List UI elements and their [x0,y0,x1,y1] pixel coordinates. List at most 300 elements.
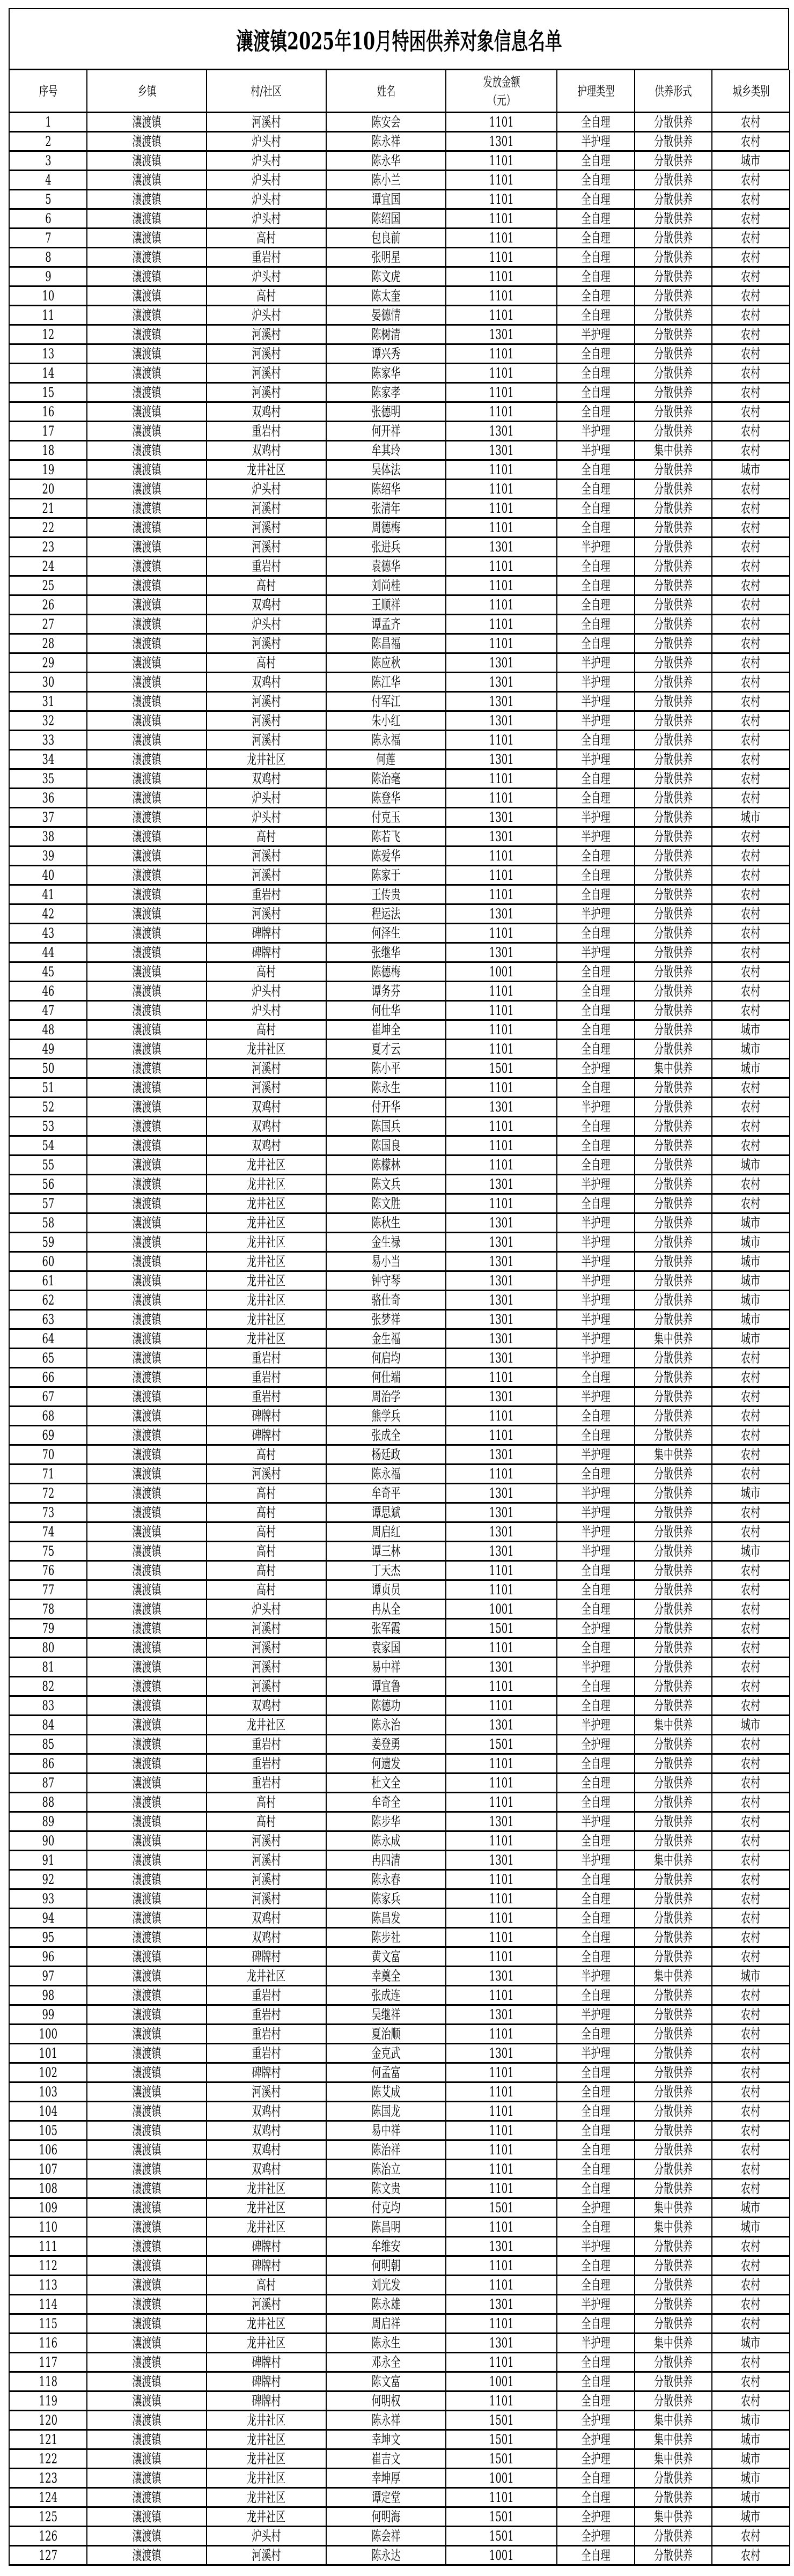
table-row [9,190,790,209]
cell-town [87,1986,207,2005]
cell-village [207,1098,326,1117]
cell-amount [446,1522,557,1542]
cell-index [9,1851,87,1870]
cell-town-text: 瀼渡镇 [132,1061,161,1076]
cell-town-text: 瀼渡镇 [132,385,161,400]
cell-amount-text: 1101 [489,1775,514,1791]
cell-name [326,673,446,692]
cell-care-type-text: 半护理 [581,694,611,709]
cell-village-text: 炉头村 [252,809,281,825]
cell-support-form-text: 分散供养 [653,539,693,555]
cell-amount [446,1136,557,1155]
cell-index-text: 8 [45,249,52,265]
cell-support-form-text: 分散供养 [653,1988,693,2003]
cell-urban-rural-text: 农村 [741,2297,761,2312]
cell-care-type-text: 半护理 [581,1254,611,1269]
cell-urban-rural [712,1870,790,1889]
cell-amount [446,1059,557,1078]
cell-amount [446,1252,557,1271]
cell-index [9,711,87,731]
cell-index [9,499,87,518]
cell-index [9,1001,87,1020]
cell-care-type [557,2063,635,2082]
cell-amount [446,499,557,518]
cell-support-form [635,827,712,847]
cell-amount [446,286,557,306]
cell-support-form-text: 分散供养 [653,674,693,690]
cell-name [326,402,446,422]
cell-village-text: 炉头村 [252,983,281,999]
cell-urban-rural [712,306,790,325]
cell-urban-rural-text: 农村 [741,1466,761,1482]
cell-name-text: 谭三林 [371,1543,401,1559]
cell-town [87,2507,207,2527]
cell-urban-rural-text: 城市 [741,1312,761,1327]
cell-town [87,1368,207,1387]
cell-care-type [557,1155,635,1175]
cell-name [326,1967,446,1986]
cell-town [87,1001,207,1020]
cell-name [326,113,446,132]
cell-care-type [557,2179,635,2198]
cell-amount-text: 1301 [489,674,514,690]
cell-town [87,595,207,615]
cell-name [326,1426,446,1445]
cell-urban-rural-text: 农村 [741,2258,761,2273]
cell-care-type [557,789,635,808]
cell-urban-rural [712,2469,790,2488]
cell-name [326,1638,446,1658]
cell-town-text: 瀼渡镇 [132,327,161,342]
cell-care-type [557,441,635,460]
cell-care-type-text: 全自理 [581,481,611,497]
cell-care-type-text: 全自理 [581,1949,611,1964]
cell-amount [446,1349,557,1368]
cell-amount [446,1001,557,1020]
cell-care-type [557,731,635,750]
cell-index [9,904,87,924]
cell-care-type-text: 全自理 [581,1370,611,1385]
cell-support-form-text: 分散供养 [653,172,693,188]
cell-index [9,1754,87,1773]
cell-urban-rural [712,286,790,306]
cell-name [326,2121,446,2140]
cell-index [9,1020,87,1040]
cell-name [326,769,446,789]
cell-index [9,1252,87,1271]
cell-care-type-text: 全自理 [581,2161,611,2177]
cell-amount [446,1870,557,1889]
table-row [9,2140,790,2160]
cell-amount [446,1754,557,1773]
cell-care-type [557,2449,635,2469]
cell-index-text: 38 [42,829,54,844]
cell-support-form-text: 分散供养 [653,1157,693,1173]
cell-urban-rural [712,1233,790,1252]
cell-village-text: 重岩村 [252,1775,281,1791]
cell-urban-rural-text: 农村 [741,771,761,786]
cell-town [87,2025,207,2044]
cell-name [326,1310,446,1329]
cell-name [326,1155,446,1175]
cell-amount [446,1542,557,1561]
cell-village [207,1947,326,1967]
cell-village-text: 重岩村 [252,1389,281,1404]
cell-name-text: 周启红 [371,1524,401,1540]
table-row [9,1426,790,1445]
cell-amount-text: 1301 [489,809,514,825]
cell-urban-rural [712,769,790,789]
cell-support-form [635,2121,712,2140]
cell-support-form [635,1213,712,1233]
cell-index-text: 122 [39,2451,57,2467]
cell-urban-rural [712,518,790,538]
cell-urban-rural [712,847,790,866]
cell-care-type-text: 全自理 [581,1891,611,1907]
table-row [9,2005,790,2025]
cell-town-text: 瀼渡镇 [132,1099,161,1115]
cell-urban-rural-text: 城市 [741,2219,761,2235]
cell-support-form [635,1851,712,1870]
cell-amount [446,1155,557,1175]
cell-urban-rural-text: 农村 [741,925,761,941]
cell-village-text: 河溪村 [252,2548,281,2563]
cell-support-form [635,2082,712,2102]
cell-urban-rural-text: 农村 [741,539,761,555]
table-row [9,441,790,460]
cell-village [207,1155,326,1175]
cell-town [87,1870,207,1889]
cell-urban-rural [712,2179,790,2198]
cell-amount-text: 1101 [489,114,514,130]
cell-urban-rural [712,692,790,711]
cell-index [9,2488,87,2507]
cell-care-type [557,1368,635,1387]
cell-support-form-text: 分散供养 [653,1775,693,1791]
cell-index-text: 107 [39,2161,57,2177]
cell-village [207,808,326,827]
cell-name [326,2295,446,2314]
cell-urban-rural-text: 农村 [741,134,761,149]
cell-name [326,866,446,885]
cell-village-text: 河溪村 [252,501,281,516]
cell-support-form [635,344,712,364]
cell-town-text: 瀼渡镇 [132,2316,161,2331]
cell-amount-text: 1101 [489,2161,514,2177]
cell-care-type [557,2430,635,2449]
cell-urban-rural [712,480,790,499]
cell-care-type [557,2102,635,2121]
cell-town-text: 瀼渡镇 [132,1003,161,1018]
cell-town [87,1793,207,1812]
cell-care-type-text: 半护理 [581,1659,611,1675]
cell-name-text: 陈国兵 [371,1118,401,1134]
cell-urban-rural-text: 农村 [741,307,761,323]
table-row [9,171,790,190]
cell-care-type [557,595,635,615]
cell-town-text: 瀼渡镇 [132,790,161,806]
cell-amount [446,866,557,885]
cell-index [9,962,87,982]
cell-amount-text: 1101 [489,2316,514,2331]
document-title: 瀼渡镇2025年10月特困供养对象信息名单 [236,27,562,55]
cell-amount [446,711,557,731]
cell-village-text: 炉头村 [252,211,281,226]
cell-town [87,2391,207,2411]
cell-name-text: 付军江 [371,694,401,709]
cell-urban-rural-text: 农村 [741,713,761,728]
cell-name-text: 夏治顺 [371,2026,401,2042]
cell-town-text: 瀼渡镇 [132,1022,161,1037]
cell-amount-text: 1301 [489,1505,514,1520]
cell-support-form-text: 分散供养 [653,2528,693,2544]
cell-village-text: 高村 [256,230,276,246]
cell-care-type-text: 半护理 [581,1292,611,1308]
cell-support-form [635,1078,712,1098]
cell-village-text: 河溪村 [252,520,281,535]
cell-support-form [635,1889,712,1909]
table-row [9,1464,790,1484]
cell-index [9,1793,87,1812]
cell-urban-rural-text: 农村 [741,694,761,709]
cell-index-text: 61 [42,1273,54,1289]
cell-care-type-text: 全自理 [581,2490,611,2505]
cell-village [207,364,326,383]
cell-support-form [635,1986,712,2005]
cell-support-form-text: 分散供养 [653,1370,693,1385]
cell-urban-rural [712,924,790,943]
cell-urban-rural-text: 农村 [741,1563,761,1578]
cell-urban-rural [712,1638,790,1658]
cell-amount [446,1291,557,1310]
cell-urban-rural-text: 农村 [741,1176,761,1192]
cell-care-type [557,325,635,344]
cell-town-text: 瀼渡镇 [132,1408,161,1424]
cell-index [9,1638,87,1658]
cell-care-type [557,2469,635,2488]
cell-index [9,2449,87,2469]
cell-town [87,1638,207,1658]
cell-urban-rural [712,1716,790,1735]
cell-support-form-text: 分散供养 [653,558,693,574]
cell-town [87,151,207,171]
cell-support-form-text: 分散供养 [653,1794,693,1810]
cell-urban-rural-text: 农村 [741,2316,761,2331]
cell-care-type [557,499,635,518]
cell-support-form [635,1136,712,1155]
cell-support-form-text: 分散供养 [653,867,693,883]
cell-village-text: 双鸡村 [252,771,281,786]
cell-amount-text: 1101 [489,2219,514,2235]
table-row [9,2411,790,2430]
cell-village [207,827,326,847]
cell-support-form-text: 分散供养 [653,790,693,806]
cell-care-type-text: 全自理 [581,2277,611,2293]
cell-urban-rural [712,1658,790,1677]
cell-amount-text: 1101 [489,558,514,574]
cell-village-text: 双鸡村 [252,674,281,690]
cell-town [87,1059,207,1078]
cell-urban-rural-text: 农村 [741,1698,761,1713]
table-row [9,2314,790,2334]
cell-care-type [557,1213,635,1233]
table-row [9,2488,790,2507]
cell-support-form-text: 分散供养 [653,2258,693,2273]
cell-index-text: 80 [42,1640,54,1655]
cell-urban-rural-text: 城市 [741,2490,761,2505]
cell-amount [446,2179,557,2198]
column-header-name [326,70,446,113]
cell-village-text: 炉头村 [252,153,281,168]
cell-name [326,151,446,171]
cell-town-text: 瀼渡镇 [132,269,161,284]
cell-index [9,1522,87,1542]
cell-support-form [635,1619,712,1638]
cell-amount-text: 1101 [489,1080,514,1095]
cell-urban-rural-text: 农村 [741,230,761,246]
cell-support-form [635,2314,712,2334]
cell-name [326,2314,446,2334]
cell-village-text: 双鸡村 [252,1698,281,1713]
cell-support-form [635,904,712,924]
cell-index [9,1387,87,1407]
cell-town [87,325,207,344]
cell-name-text: 陈江华 [371,674,401,690]
cell-index [9,538,87,557]
cell-index [9,518,87,538]
header-row [9,70,790,113]
cell-amount-text: 1301 [489,1254,514,1269]
cell-support-form-text: 集中供养 [653,443,693,458]
cell-support-form-text: 分散供养 [653,848,693,864]
cell-village-text: 高村 [256,829,276,844]
cell-name [326,615,446,634]
cell-amount-text: 1301 [489,945,514,960]
cell-name-text: 崔吉文 [371,2451,401,2467]
cell-town-text: 瀼渡镇 [132,539,161,555]
cell-name-text: 何开祥 [371,423,401,439]
cell-village-text: 炉头村 [252,134,281,149]
cell-village-text: 龙井社区 [247,1215,286,1231]
cell-village-text: 高村 [256,578,276,593]
cell-town-text: 瀼渡镇 [132,983,161,999]
cell-support-form [635,1870,712,1889]
cell-town [87,1291,207,1310]
cell-village [207,113,326,132]
cell-urban-rural [712,1947,790,1967]
cell-support-form [635,422,712,441]
cell-amount-text: 1101 [489,1582,514,1598]
cell-town [87,2488,207,2507]
cell-town [87,1909,207,1928]
cell-urban-rural [712,1600,790,1619]
table-row [9,1001,790,1020]
cell-village-text: 龙井社区 [247,1254,286,1269]
table-row [9,499,790,518]
cell-amount-text: 1101 [489,1022,514,1037]
cell-name-text: 谭宜国 [371,192,401,207]
cell-amount [446,1464,557,1484]
table-row [9,924,790,943]
cell-name-text: 张德明 [371,404,401,419]
cell-index [9,808,87,827]
cell-name-text: 陈家孝 [371,385,401,400]
cell-support-form [635,2237,712,2256]
cell-urban-rural-text: 农村 [741,887,761,902]
cell-care-type [557,1773,635,1793]
cell-index-text: 14 [42,365,54,381]
cell-name-text: 张继华 [371,945,401,960]
cell-name-text: 牟奇全 [371,1794,401,1810]
cell-index-text: 52 [42,1099,54,1115]
cell-care-type [557,2044,635,2063]
cell-urban-rural [712,2334,790,2353]
table-row [9,2218,790,2237]
cell-town-text: 瀼渡镇 [132,307,161,323]
cell-amount [446,190,557,209]
cell-amount-text: 1101 [489,481,514,497]
cell-amount-text: 1101 [489,1157,514,1173]
cell-amount-text: 1101 [489,1408,514,1424]
cell-index-text: 100 [39,2026,57,2042]
cell-village-text: 龙井社区 [247,2490,286,2505]
cell-urban-rural [712,422,790,441]
cell-amount [446,750,557,769]
cell-village-text: 重岩村 [252,249,281,265]
cell-support-form-text: 分散供养 [653,2084,693,2100]
cell-amount-text: 1101 [489,636,514,651]
cell-amount [446,1812,557,1831]
cell-village-text: 炉头村 [252,269,281,284]
cell-village-text: 高村 [256,1794,276,1810]
cell-name-text: 付开华 [371,1099,401,1115]
cell-village-text: 龙井社区 [247,1157,286,1173]
cell-town [87,2334,207,2353]
cell-name-text: 陈檬林 [371,1157,401,1173]
cell-name-text: 付克均 [371,2200,401,2216]
cell-urban-rural-text: 农村 [741,288,761,304]
cell-support-form-text: 分散供养 [653,732,693,748]
cell-index [9,1967,87,1986]
cell-village [207,1522,326,1542]
cell-town-text: 瀼渡镇 [132,1621,161,1636]
cell-name [326,1484,446,1503]
cell-urban-rural [712,943,790,962]
cell-support-form-text: 分散供养 [653,1022,693,1037]
cell-support-form [635,924,712,943]
cell-care-type-text: 半护理 [581,752,611,767]
cell-village [207,2411,326,2430]
cell-name [326,518,446,538]
cell-support-form [635,518,712,538]
cell-support-form [635,1928,712,1947]
cell-care-type-text: 全自理 [581,1833,611,1849]
cell-name-text: 牟其玲 [371,443,401,458]
cell-amount [446,885,557,904]
cell-amount [446,518,557,538]
cell-support-form [635,2025,712,2044]
cell-town-text: 瀼渡镇 [132,2451,161,2467]
cell-town [87,190,207,209]
cell-name [326,634,446,653]
cell-support-form-text: 分散供养 [653,211,693,226]
cell-care-type-text: 半护理 [581,134,611,149]
cell-index [9,769,87,789]
cell-village-text: 重岩村 [252,1370,281,1385]
cell-support-form-text: 分散供养 [653,1814,693,1829]
cell-urban-rural [712,190,790,209]
cell-urban-rural [712,1889,790,1909]
